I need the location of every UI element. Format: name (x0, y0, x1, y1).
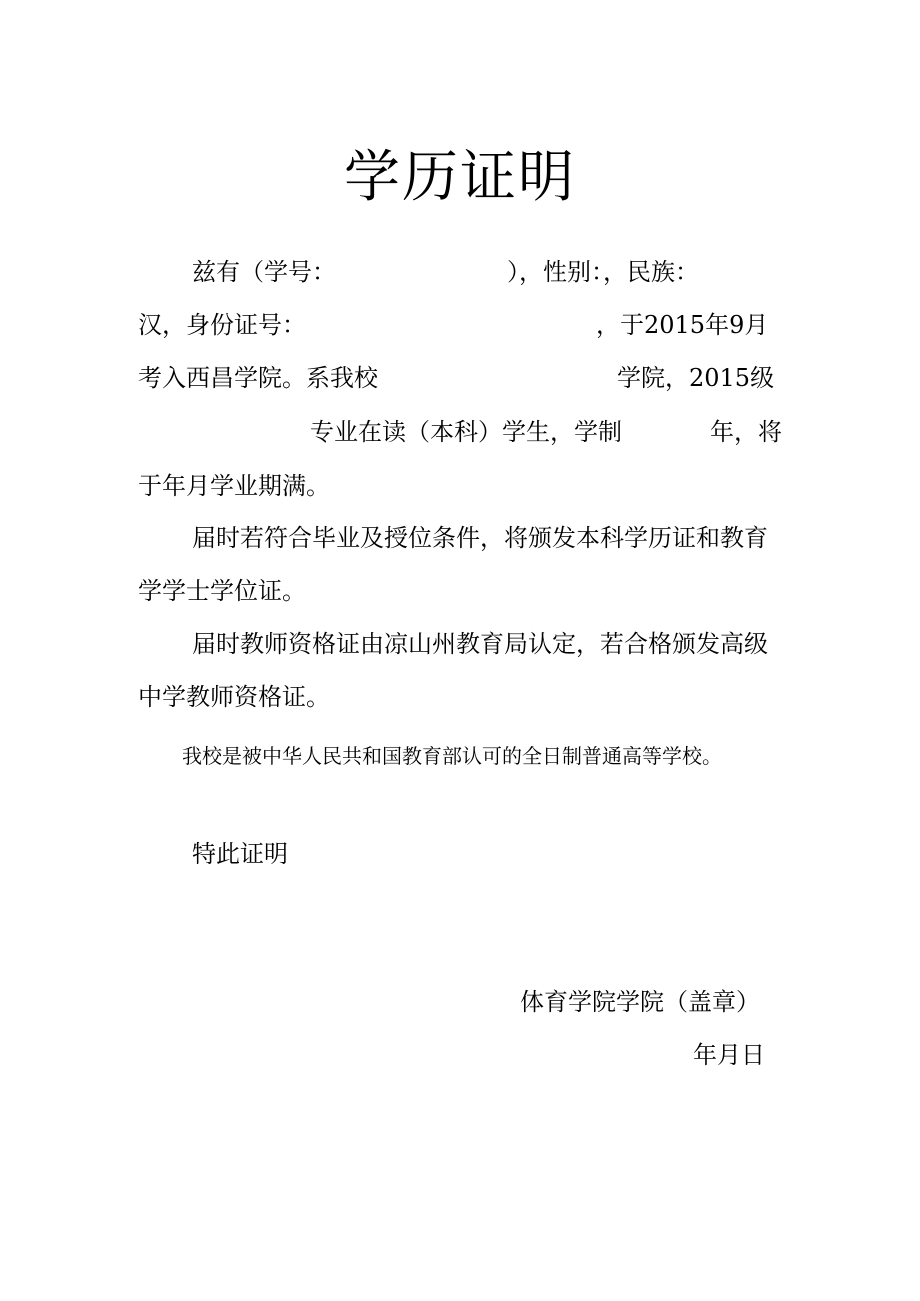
line4-left: 专业在读（本科）学生，学制 (310, 418, 622, 446)
line1-right: ），性别：，民族： (507, 258, 699, 286)
date-line: 年月日 (693, 1041, 765, 1069)
accreditation-statement: 我校是被中华人民共和国教育部认可的全日制普通高等学校。 (182, 744, 722, 768)
para2-line1: 届时若符合毕业及授位条件，将颁发本科学历证和教育 (192, 524, 768, 552)
line3-left: 考入西昌学院。系我校 (138, 364, 378, 392)
para2-line2: 学学士学位证。 (138, 577, 306, 605)
line2-left: 汉，身份证号： (138, 311, 306, 339)
closing-statement: 特此证明 (192, 840, 288, 868)
document-title: 学历证明 (344, 145, 576, 210)
line1-left: 兹有（学号： (192, 258, 336, 286)
line2-right: ，于2015年9月 (596, 311, 769, 339)
para3-line1: 届时教师资格证由凉山州教育局认定，若合格颁发高级 (192, 630, 768, 658)
line5: 于年月学业期满。 (138, 472, 330, 500)
para3-line2: 中学教师资格证。 (138, 683, 330, 711)
line3-right: 学院，2015级 (617, 364, 775, 392)
line4-right: 年，将 (710, 418, 782, 446)
issuer-seal-line: 体育学院学院（盖章） (520, 988, 760, 1016)
